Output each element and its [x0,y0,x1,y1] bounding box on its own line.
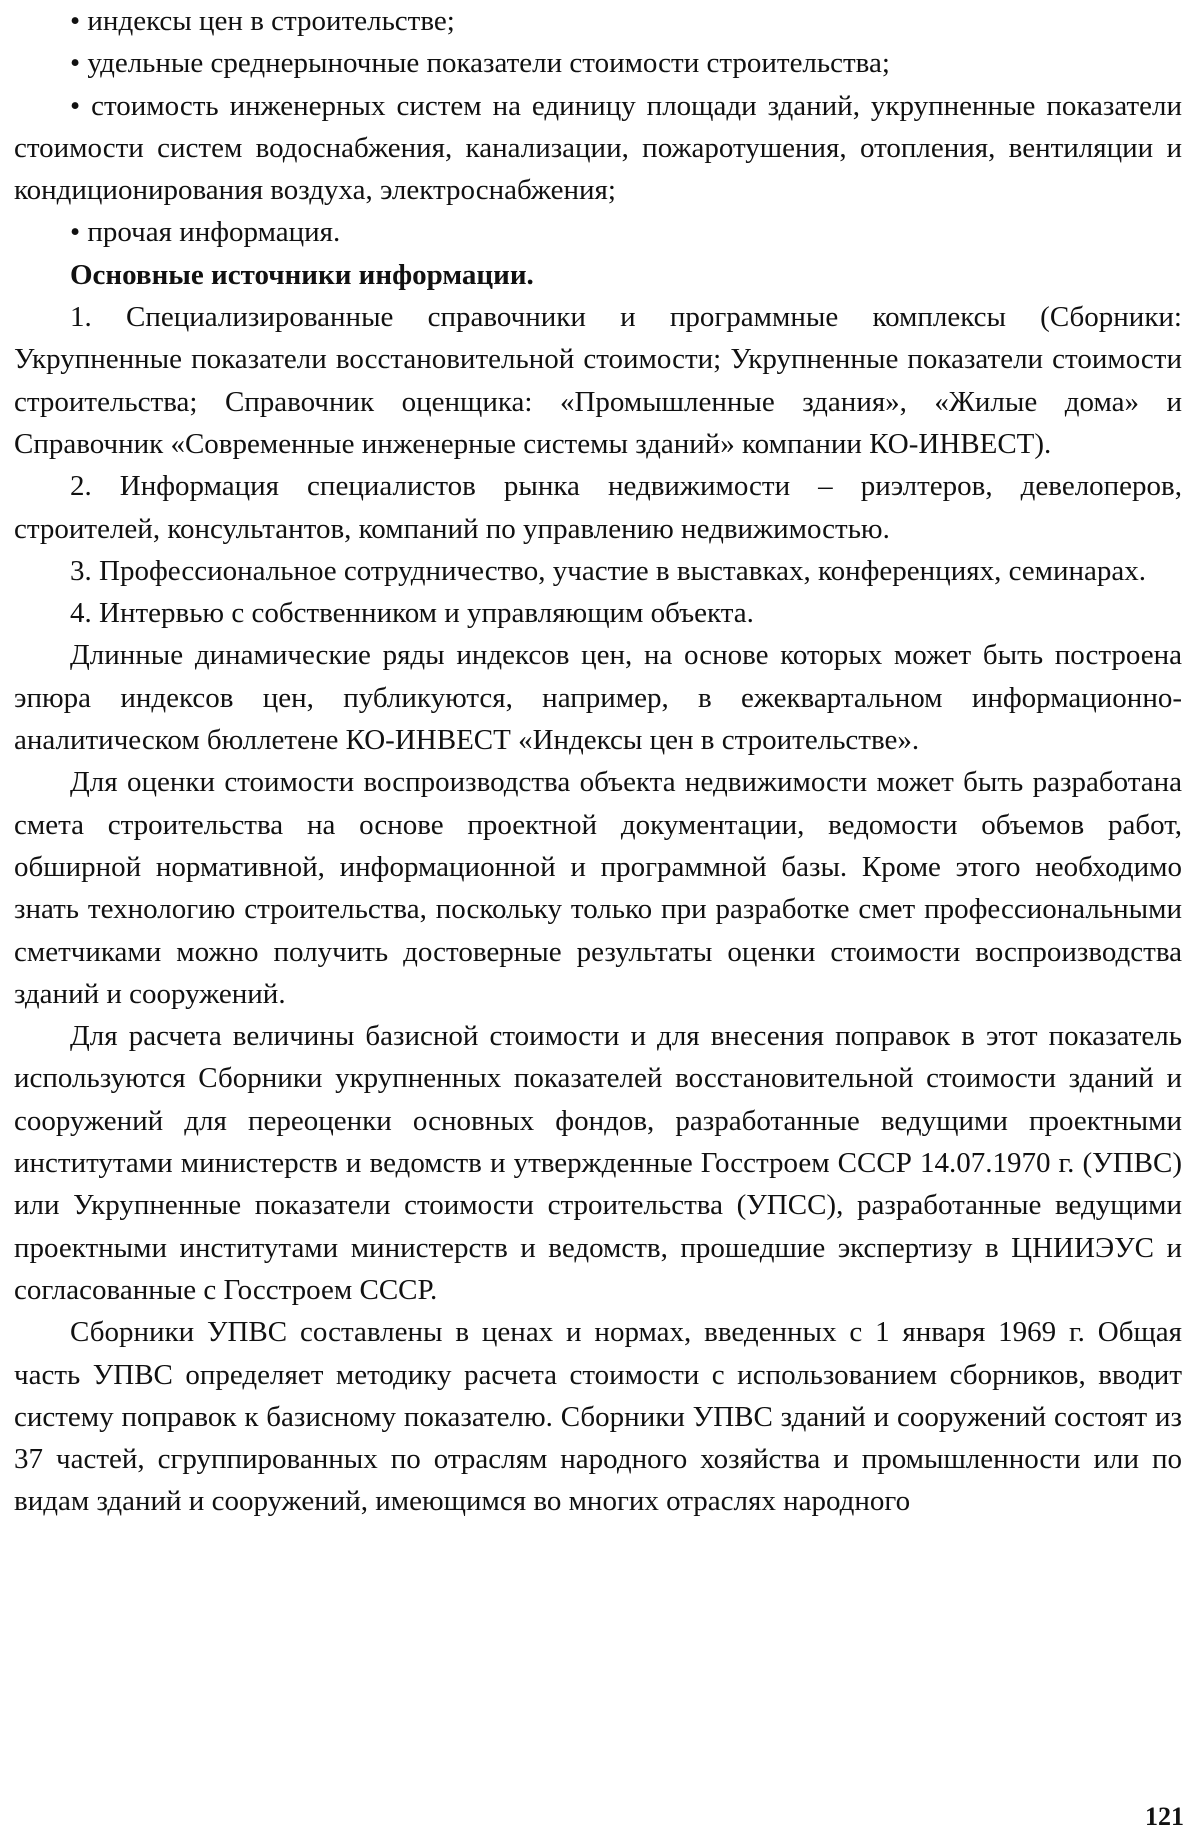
section-heading: Основные источники информации. [70,258,534,291]
page-number: 121 [1145,1802,1184,1831]
paragraph-construction-estimate: Для оценки стоимости воспроизводства объекта недвижимости может быть разработана смета строительства на основе проектной документации, ведомости объемов работ, обширной нормативной, информационной и программной базы. Кроме этого необходимо знать технологию строительства, поскольку только при разработке смет профессиональными сметчиками можно получить достоверные результаты оценки стоимости воспроизводства зданий и сооружений. [14,766,1182,1010]
source-item-3: 3. Профессиональное сотрудничество, участие в выставках, конференциях, семинарах. [70,554,1147,587]
list-item-engineering-systems: • стоимость инженерных систем на единицу площади зданий, укрупненные показатели стоимости систем водоснабжения, канализации, пожаротушения, отопления, вентиляции и кондиционирования воздуха, электроснабжения; [14,89,1182,207]
list-item-price-indices: • индексы цен в строительстве; [70,5,455,37]
paragraph-upvs: Сборники УПВС составлены в ценах и нормах, введенных с 1 января 1969 г. Общая часть УПВС определяет методику расчета стоимости с использованием сборников, вводит систему поправок к базисному показателю. Сборники УПВС зданий и сооружений состоят из 37 частей, сгруппированных по отраслям народного хозяйства и промышленности или по видам зданий и сооружений, имеющимся во многих отраслях народного [14,1316,1182,1518]
paragraph-price-index-series: Длинные динамические ряды индексов цен, на основе которых может быть построена эпюра индексов цен, публикуются, например, в ежеквартальном информационно-аналитическом бюллетене КО-ИНВЕСТ «Индексы цен в строительстве». [14,639,1182,757]
source-item-4: 4. Интервью с собственником и управляющим объекта. [70,597,754,630]
body-text [14,0,1182,1523]
source-item-1: 1. Специализированные справочники и программные комплексы (Сборники: Укрупненные показатели восстановительной стоимости; Укрупненные показатели стоимости строительства; Справочник оценщика: «Промышленные здания», «Жилые дома» и Справочник «Современные инженерные системы зданий» компании КО-ИНВЕСТ). [14,301,1182,460]
list-item-other-info: • прочая информация. [70,216,341,249]
list-item-market-indicators: • удельные среднерыночные показатели стоимости строительства; [70,47,890,80]
paragraph-base-cost: Для расчета величины базисной стоимости и для внесения поправок в этот показатель используются Сборники укрупненных показателей восстановительной стоимости зданий и сооружений для переоценки основных фондов, разработанные ведущими проектными институтами министерств и ведомств и утвержденные Госстроем СССР 14.07.1970 г. (УПВС) или Укрупненные показатели стоимости строительства (УПСС), разработанные ведущими проектными институтами министерств и ведомств, прошедшие экспертизу в ЦНИИЭУС и согласованные с Госстроем СССР. [14,1020,1182,1306]
source-item-2: 2. Информация специалистов рынка недвижимости – риэлтеров, девелоперов, строителей, консультантов, компаний по управлению недвижимостью. [14,470,1182,545]
